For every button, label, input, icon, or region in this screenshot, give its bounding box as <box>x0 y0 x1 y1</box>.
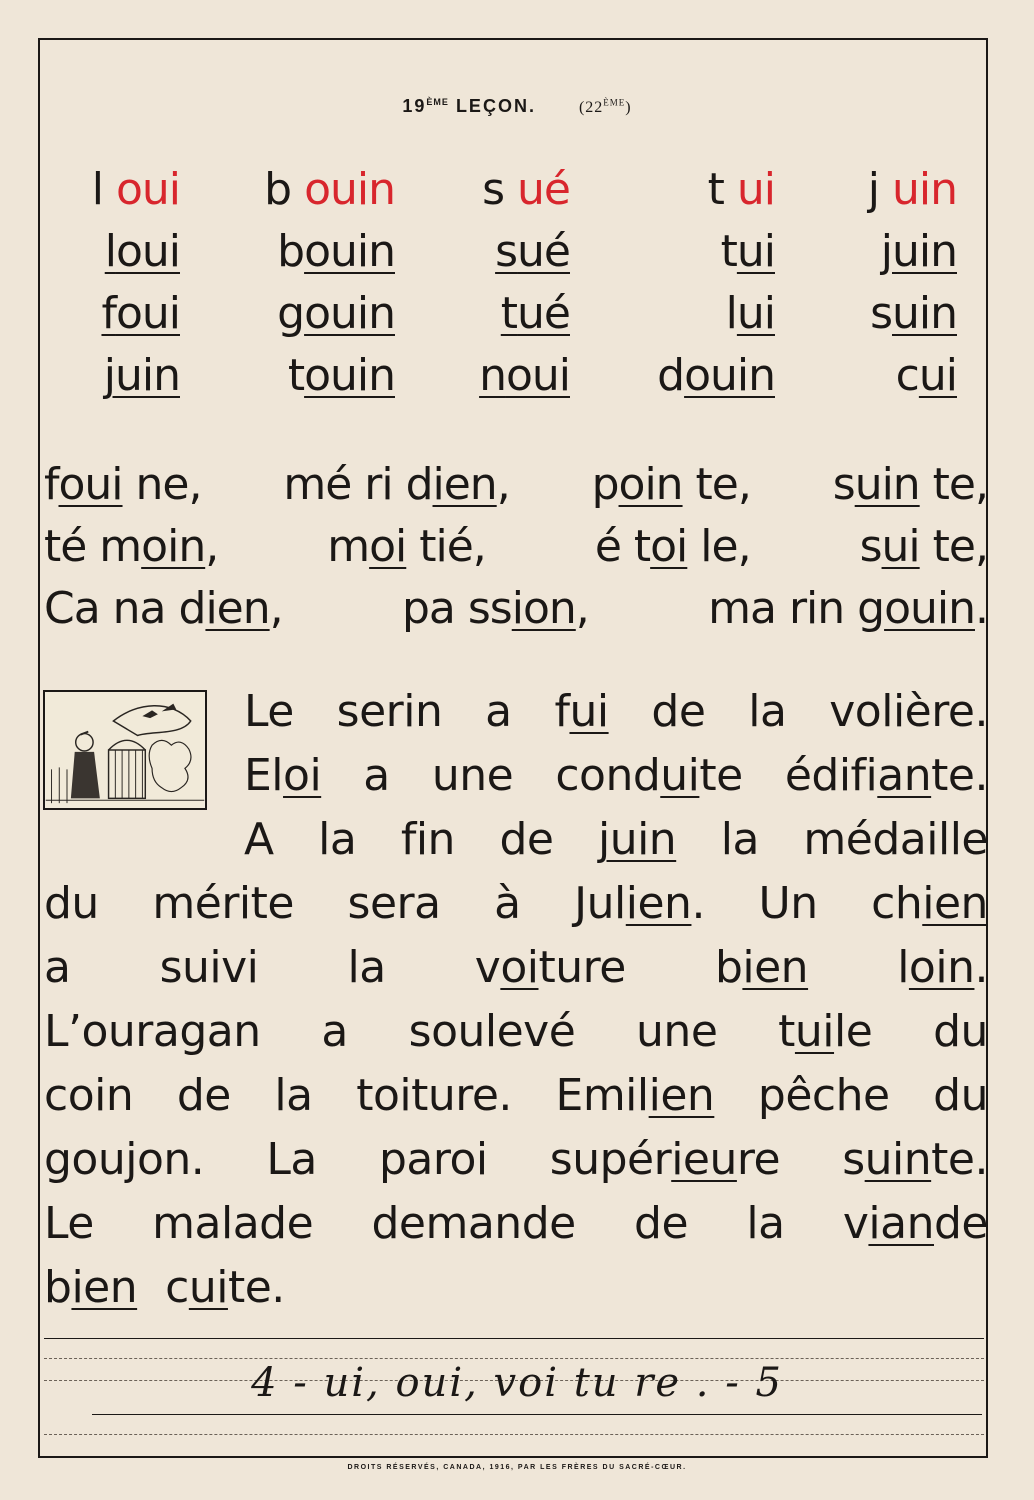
paragraph-word: a <box>321 1006 348 1057</box>
paragraph-word: suivi <box>159 942 259 993</box>
syllable-cell <box>775 288 957 339</box>
word-breakdown <box>44 454 988 640</box>
syllable-sound: ouin <box>684 350 775 401</box>
paragraph-word: sera <box>347 878 441 929</box>
syllable-cell <box>60 288 180 339</box>
paragraph-word: la <box>274 1070 313 1121</box>
syllable-sound: uin <box>892 226 957 277</box>
paragraph-word: viande <box>842 1198 988 1249</box>
syllable-table <box>60 150 980 401</box>
syllable-row <box>60 212 980 277</box>
paragraph-word: une <box>636 1006 718 1057</box>
syllable-consonant: t <box>287 350 305 401</box>
writing-rule-top <box>44 1338 984 1339</box>
syllable-cell <box>570 226 775 277</box>
word-item: pa ssion, <box>402 583 589 634</box>
syllable-cell <box>570 164 775 215</box>
paragraph-word: coin <box>44 1070 134 1121</box>
paragraph-word: la <box>347 942 386 993</box>
paragraph-line <box>44 1256 988 1320</box>
paragraph-line <box>44 1192 988 1256</box>
syllable-cell <box>570 288 775 339</box>
paragraph-word: suinte. <box>842 1134 988 1185</box>
word-item: sui te, <box>859 521 988 572</box>
syllable-sound: oui <box>115 164 180 215</box>
word-line-3 <box>44 578 988 640</box>
paragraph-word: demande <box>371 1198 576 1249</box>
word-item: ma rin gouin. <box>708 583 988 634</box>
paragraph-word: bien <box>714 942 809 993</box>
paragraph-word: de <box>634 1198 689 1249</box>
paragraph-word: du <box>933 1070 988 1121</box>
paragraph-line <box>244 680 988 744</box>
syllable-sound: oui <box>115 226 180 277</box>
word-item: Ca na dien, <box>44 583 283 634</box>
syllable-row <box>60 336 980 401</box>
syllable-cell <box>180 164 395 215</box>
paragraph-word: pêche <box>757 1070 890 1121</box>
paragraph-line <box>44 1128 988 1192</box>
syllable-consonant: t <box>500 288 518 339</box>
paragraph-word: loin. <box>897 942 988 993</box>
word-item: poin te, <box>591 459 751 510</box>
syllable-consonant: l <box>91 164 116 215</box>
paragraph-line <box>244 808 988 872</box>
lesson-number: 19 <box>402 96 427 116</box>
syllable-consonant: c <box>895 350 919 401</box>
word-item: mé ri dien, <box>283 459 510 510</box>
paragraph-word: médaille <box>803 814 988 865</box>
syllable-consonant: l <box>104 226 116 277</box>
syllable-consonant: j <box>103 350 115 401</box>
paragraph-line <box>244 744 988 808</box>
syllable-consonant: l <box>725 288 737 339</box>
word-line-2 <box>44 516 988 578</box>
syllable-consonant: j <box>880 226 892 277</box>
syllable-row <box>60 150 980 215</box>
paragraph-line <box>44 1064 988 1128</box>
writing-rule-guide-3 <box>44 1434 984 1435</box>
writing-rule-guide-1 <box>44 1358 984 1359</box>
paragraph-word: cuite. <box>165 1262 285 1313</box>
paragraph-word: de <box>499 814 554 865</box>
word-item: suin te, <box>832 459 988 510</box>
paragraph-word: bien <box>44 1262 138 1313</box>
syllable-cell <box>180 288 395 339</box>
word-item: té moin, <box>44 521 219 572</box>
syllable-sound: ui <box>736 164 775 215</box>
syllable-consonant: t <box>720 226 737 277</box>
paragraph-word: A <box>244 814 274 865</box>
paragraph-word: Emilien <box>555 1070 715 1121</box>
lesson-word: LEÇON. <box>455 96 536 116</box>
paragraph-word: Le <box>244 686 294 737</box>
paragraph-word: a <box>363 750 390 801</box>
syllable-sound: ouin <box>304 226 395 277</box>
syllable-cell <box>395 288 570 339</box>
syllable-cell <box>180 350 395 401</box>
paragraph-word: la <box>746 1198 785 1249</box>
syllable-sound: oui <box>505 350 570 401</box>
syllable-sound: ui <box>736 288 775 339</box>
reading-paragraph <box>44 680 988 1320</box>
paragraph-line <box>44 936 988 1000</box>
syllable-consonant: b <box>264 164 305 215</box>
syllable-sound: uin <box>892 288 957 339</box>
syllable-consonant: n <box>479 350 506 401</box>
paragraph-word: toiture. <box>356 1070 512 1121</box>
syllable-sound: ué <box>517 288 570 339</box>
paragraph-word: la <box>748 686 787 737</box>
syllable-consonant: s <box>482 164 518 215</box>
syllable-cell <box>570 350 775 401</box>
copyright-footer: DROITS RÉSERVÉS, CANADA, 1916, PAR LES FRÈRES DU SACRÉ-CŒUR. <box>347 1464 687 1471</box>
syllable-cell <box>60 164 180 215</box>
paragraph-word: Le <box>44 1198 94 1249</box>
syllable-consonant: g <box>277 288 305 339</box>
paragraph-word: a <box>44 942 71 993</box>
paragraph-word: juin <box>597 814 677 865</box>
paragraph-word: soulevé <box>408 1006 576 1057</box>
syllable-cell <box>775 226 957 277</box>
paragraph-word: malade <box>152 1198 314 1249</box>
word-item: foui ne, <box>44 459 202 510</box>
paragraph-word: serin <box>336 686 443 737</box>
paragraph-word: volière. <box>829 686 988 737</box>
lesson-alt-number: (22ÈME) <box>578 97 632 116</box>
paragraph-word: supérieure <box>549 1134 781 1185</box>
paragraph-word: édifiante. <box>784 750 988 801</box>
paragraph-word: a <box>485 686 512 737</box>
syllable-consonant: s <box>870 288 892 339</box>
paragraph-word: du <box>933 1006 988 1057</box>
paragraph-word: chien <box>871 878 988 929</box>
syllable-consonant: t <box>707 164 737 215</box>
syllable-cell <box>180 226 395 277</box>
paragraph-word: fin <box>400 814 455 865</box>
syllable-cell <box>395 226 570 277</box>
paragraph-word: mérite <box>152 878 294 929</box>
paragraph-word: La <box>266 1134 317 1185</box>
paragraph-word: une <box>431 750 514 801</box>
syllable-consonant: b <box>277 226 305 277</box>
paragraph-word: paroi <box>379 1134 488 1185</box>
syllable-consonant: f <box>101 288 116 339</box>
syllable-cell <box>60 226 180 277</box>
syllable-cell <box>775 164 957 215</box>
syllable-row <box>60 274 980 339</box>
paragraph-word: de <box>651 686 706 737</box>
paragraph-word: la <box>318 814 357 865</box>
paragraph-word: L’ouragan <box>44 1006 261 1057</box>
paragraph-word: goujon. <box>44 1134 205 1185</box>
paragraph-word: conduite <box>555 750 743 801</box>
paragraph-line <box>44 872 988 936</box>
paragraph-word: Julien. <box>574 878 705 929</box>
word-item: moi tié, <box>327 521 486 572</box>
cursive-line: 4 - ui, oui, voi tu re . - 5 <box>251 1360 783 1406</box>
syllable-cell <box>395 164 570 215</box>
word-line-1 <box>44 454 988 516</box>
syllable-sound: ouin <box>304 288 395 339</box>
paragraph-word: fui <box>554 686 609 737</box>
syllable-consonant: s <box>495 226 518 277</box>
word-item: é toi le, <box>594 521 751 572</box>
paragraph-word: voiture <box>474 942 626 993</box>
writing-baseline <box>92 1414 982 1415</box>
paragraph-word: du <box>44 878 99 929</box>
syllable-cell <box>395 350 570 401</box>
syllable-sound: ouin <box>304 164 395 215</box>
syllable-cell <box>775 350 957 401</box>
syllable-sound: oui <box>115 288 180 339</box>
syllable-sound: uin <box>115 350 180 401</box>
syllable-consonant: d <box>657 350 685 401</box>
paragraph-word: Eloi <box>244 750 322 801</box>
syllable-sound: ué <box>517 164 570 215</box>
paragraph-word: à <box>494 878 521 929</box>
lesson-header <box>0 96 1034 117</box>
paragraph-word: tuile <box>778 1006 873 1057</box>
paragraph-word: de <box>176 1070 231 1121</box>
syllable-consonant: j <box>867 164 892 215</box>
syllable-sound: ouin <box>304 350 395 401</box>
lesson-number-suffix: ÈME <box>426 97 449 107</box>
syllable-sound: ui <box>736 226 775 277</box>
syllable-cell <box>60 350 180 401</box>
paragraph-line <box>44 1000 988 1064</box>
syllable-sound: ui <box>918 350 957 401</box>
syllable-sound: uin <box>892 164 957 215</box>
syllable-sound: ué <box>517 226 570 277</box>
paragraph-word: Un <box>758 878 818 929</box>
paragraph-word: la <box>720 814 759 865</box>
